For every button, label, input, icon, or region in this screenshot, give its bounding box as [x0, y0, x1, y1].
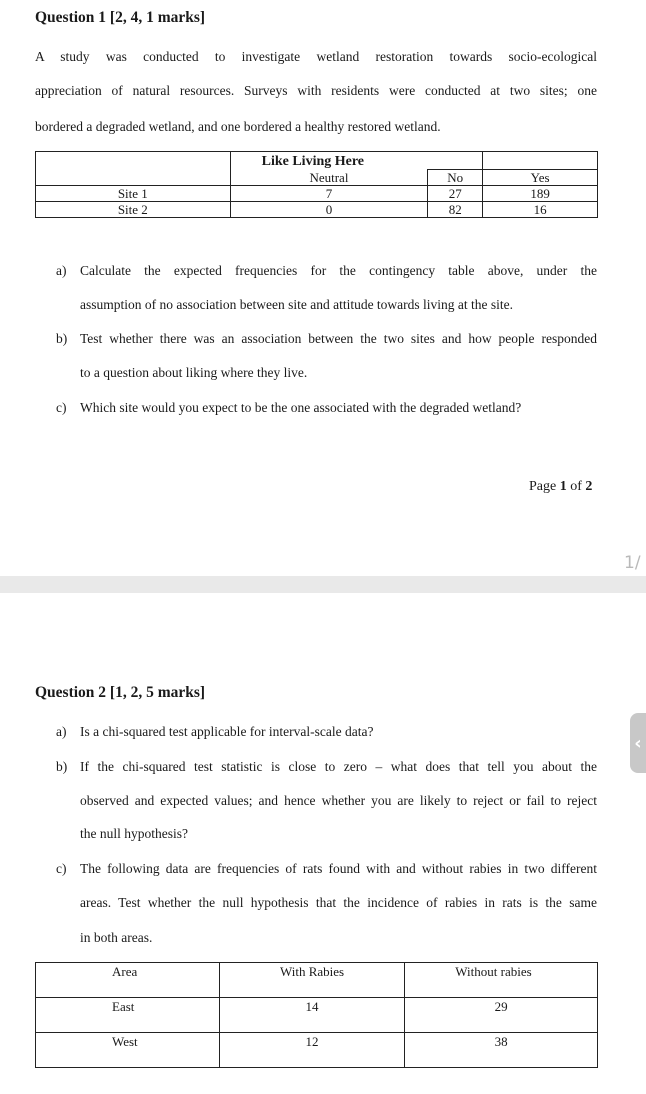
- cell-site1-neutral: 7: [230, 186, 428, 202]
- chevron-left-icon: ‹: [634, 732, 642, 754]
- table-header-empty-cell: [483, 152, 598, 170]
- table-corner-cell: [36, 152, 231, 186]
- q1-part-c-marker: c): [56, 400, 67, 415]
- viewer-page-indicator: 1/: [624, 553, 641, 573]
- column-header-no: No: [428, 170, 483, 186]
- q2-part-c-line-1: The following data are frequencies of rats found with and without rabies in two different: [80, 861, 597, 876]
- table-row: [36, 998, 598, 1033]
- question-1-heading: Question 1 [2, 4, 1 marks]: [35, 9, 206, 26]
- q2-part-a-line-1: Is a chi-squared test applicable for interval-scale data?: [80, 724, 374, 739]
- question-2-heading: Question 2 [1, 2, 5 marks]: [35, 684, 206, 701]
- page-number-current: 1: [559, 479, 567, 494]
- q1-intro-line-1: A study was conducted to investigate wetland restoration towards socio-ecological: [35, 49, 597, 64]
- q2-part-b-line-2: observed and expected values; and hence whether you are likely to reject or fail to reject: [80, 793, 597, 808]
- table-header-row: [36, 963, 598, 998]
- table-row: [36, 202, 598, 218]
- cell-site2-no: 82: [428, 202, 483, 218]
- table-row: [36, 1033, 598, 1068]
- q1-part-b-line-2: to a question about liking where they live.: [80, 365, 308, 380]
- q1-intro-line-3: bordered a degraded wetland, and one bordered a healthy restored wetland.: [35, 119, 441, 134]
- q2-part-a-marker: a): [56, 724, 67, 739]
- cell-site1-no: 27: [428, 186, 483, 202]
- q2-part-c-line-3: in both areas.: [80, 930, 153, 945]
- cell-site2-neutral: 0: [230, 202, 428, 218]
- column-header-without-rabies: Without rabies: [405, 963, 598, 998]
- q2-part-c-marker: c): [56, 861, 67, 876]
- table-row: [36, 186, 598, 202]
- page-number-prefix: Page: [529, 479, 560, 494]
- column-header-area: Area: [36, 963, 220, 998]
- row-label-east: East: [36, 998, 220, 1033]
- cell-east-without-rabies: 29: [405, 998, 598, 1033]
- cell-west-with-rabies: 12: [219, 1033, 405, 1068]
- q1-part-b-marker: b): [56, 331, 68, 346]
- cell-east-with-rabies: 14: [219, 998, 405, 1033]
- q2-part-b-marker: b): [56, 759, 68, 774]
- page-number-total: 2: [585, 479, 593, 494]
- cell-site2-yes: 16: [483, 202, 598, 218]
- q1-part-b-line-1: Test whether there was an association between the two sites and how people responded: [80, 331, 597, 346]
- side-panel-tab[interactable]: [630, 713, 646, 773]
- q2-part-b-line-1: If the chi-squared test statistic is close to zero – what does that tell you about the: [80, 759, 597, 774]
- row-label-west: West: [36, 1033, 220, 1068]
- row-label-site-2: Site 2: [36, 202, 231, 218]
- page-separator: [0, 576, 646, 593]
- column-header-with-rabies: With Rabies: [219, 963, 405, 998]
- row-label-site-1: Site 1: [36, 186, 231, 202]
- column-header-yes: Yes: [483, 170, 598, 186]
- page-number-of: of: [566, 479, 586, 494]
- q2-part-c-line-2: areas. Test whether the null hypothesis that the incidence of rabies in rats is the same: [80, 895, 597, 910]
- q1-part-a-line-1: Calculate the expected frequencies for the contingency table above, under the: [80, 263, 597, 278]
- page-number: [529, 479, 592, 495]
- q1-part-a-marker: a): [56, 263, 67, 278]
- q1-part-a-line-2: assumption of no association between site and attitude towards living at the site.: [80, 297, 514, 312]
- site-attitude-table: [35, 151, 598, 218]
- like-living-here-header: Like Living Here: [230, 152, 483, 170]
- table-header-row: [36, 152, 598, 170]
- q2-part-b-line-3: the null hypothesis?: [80, 826, 188, 841]
- q1-part-c-line-1: Which site would you expect to be the one associated with the degraded wetland?: [80, 400, 522, 415]
- rabies-table: [35, 962, 598, 1068]
- q1-intro-line-2: appreciation of natural resources. Surveys with residents were conducted at two sites; one: [35, 83, 597, 98]
- column-header-neutral: Neutral: [230, 170, 428, 186]
- cell-west-without-rabies: 38: [405, 1033, 598, 1068]
- cell-site1-yes: 189: [483, 186, 598, 202]
